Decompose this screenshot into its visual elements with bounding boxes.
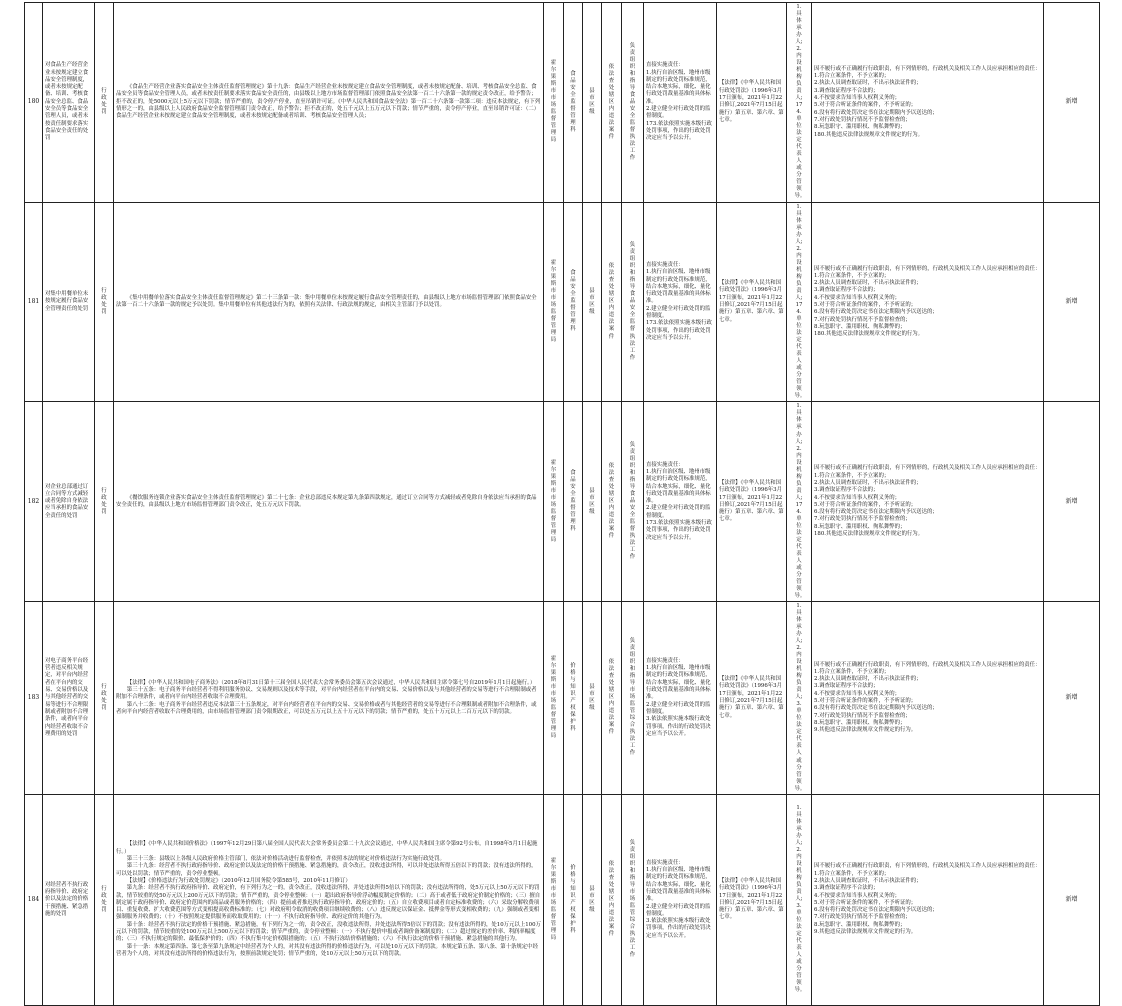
legal-basis-line: 第三十三条：县级以上各级人民政府价格主管部门，依法对价格活动进行监督检查，并依照本法的规定对价格违法行为实施行政处罚。 (126, 856, 445, 863)
row-number: 182 (25, 402, 43, 602)
legal-basis-line: 第八十二条：电子商务平台经营者违反本法第三十五条规定，对平台内经营者在平台内的交易、交易价格或者与其他经营者的交易等进行不合理限制或者附加不合理条件，或者向平台内经营者收取不合理费用的，由市场监督管理部门责令限期改正，可以处五万元以上五十万元以下的罚款；情节严重的，处五十万元以上二百万元以下的罚款。 (116, 701, 537, 715)
liability-cases-line: 5.对于符合听证条件的案件，不予听证的； (814, 302, 917, 309)
enforcement-scope (602, 794, 622, 1005)
liability-cases-line: 6.没有将行政处罚决定书在法定期限内予以送达的； (814, 907, 938, 914)
responsibility-law: 【法律】《中华人民共和国行政处罚法》（1996年3月17日颁布，2021年1月22日修订,2021年7月15日起施行）第五章、第六章、第七章。 (717, 402, 787, 602)
liability-cases-line: 3.调查取证程序不合法的； (814, 683, 879, 690)
liability-cases-line: 8.玩忽职守、滥用职权、徇私舞弊的； (814, 921, 906, 928)
responsible-office (564, 3, 583, 203)
legal-basis-line: 【法律】《中华人民共和国电子商务法》（2018年8月31日第十三届全国人民代表大会常务委员会第五次会议通过，中华人民共和国主席令第七号自2019年1月1日起施行。） (126, 679, 536, 686)
office-duty-text: 负责组织和指导食品安全监督执法工作 (629, 42, 636, 161)
responsibility-links-line: 2.建立健全对行政处罚的监督制度。 (646, 305, 711, 320)
table-row (25, 202, 1100, 402)
power-type-text: 行政处罚 (101, 885, 107, 913)
responsibility-links-line: 173.依法依照实施本级行政处罚事项，作出的行政处罚决定应当予以公开。 (646, 320, 712, 341)
enforcement-scope-text: 依法查处辖区内违法案件 (608, 659, 615, 736)
remark: 新增 (1044, 602, 1100, 795)
power-type (95, 402, 114, 602)
office-duty (622, 402, 644, 602)
remark: 新增 (1044, 202, 1100, 402)
power-type (95, 202, 114, 402)
responsible-office (564, 602, 583, 795)
admin-level (583, 202, 602, 402)
liability-cases-line: 5.对于符合听证条件的案件，不予听证的； (814, 501, 917, 508)
power-type (95, 602, 114, 795)
office-duty-text: 负责组织和指导市场监管综合执法工作 (629, 638, 636, 757)
liability-cases-line: 2.执法人员调查取证时，不出示执法证件的； (814, 280, 922, 287)
responsibility-links-line: 173.依法依照实施本级行政处罚事项，作出的行政处罚决定应当予以公开。 (646, 520, 712, 541)
admin-level (583, 3, 602, 203)
liability-cases-line: 7.对行政处罚执行情况不予监督检查的； (814, 116, 911, 123)
legal-basis (114, 794, 544, 1005)
power-list-table (24, 2, 1100, 1006)
responsible-office-text: 食品安全监督管理科 (570, 270, 576, 333)
legal-basis (114, 3, 544, 203)
row-number: 181 (25, 202, 43, 402)
responsibility-law: 【法律】《中华人民共和国行政处罚法》（1996年3月17日颁布，2021年1月22日修订,2021年7月15日起施行）第五章、第六章、第七章。 (717, 602, 787, 795)
power-type-text: 行政处罚 (101, 487, 107, 515)
power-type (95, 3, 114, 203)
power-type (95, 794, 114, 1005)
responsibility-law: 【法律】《中华人民共和国行政处罚法》（1996年3月17日颁布，2021年1月22日修订,2021年7月15日起施行）第五章、第六章、第七章。 (717, 202, 787, 402)
office-duty (622, 794, 644, 1005)
item-name: 对经营者不执行政府指导价、政府定价以及法定的价格干预措施、紧急措施的处罚 (43, 794, 95, 1005)
responsibility-links-line: 3.依法依照实施本级行政处罚事项，作出的行政处罚决定应当予以公开。 (646, 918, 711, 939)
liability-cases-line: 8.玩忽职守、滥用职权、徇私舞弊的； (814, 323, 906, 330)
liability-cases (812, 402, 1044, 602)
liability-cases-line: 6.没有将行政处罚决定书在法定期限内予以送达的； (814, 705, 938, 712)
legal-basis-line: 第九条：经营者不执行政府指导价、政府定价，有下列行为之一的，责令改正，没收违法所得，并处违法所得5倍以下的罚款；没有违法所得的，处5万元以上50万元以下的罚款，情节较重的处50万元以上200万元以下的罚款；情节严重的，责令停业整顿：（一）超出政府指导价浮动幅度制定价格的；（二）高于或者低于政府定价制定价格的；（三）擅自制定属于政府指导价、政府定价范围内的商品或者服务价格的；（四）提前或者推迟执行政府指导价、政府定价的；（五）自立收费项目或者自定标准收费的；（六）采取分解收费项目、重复收费、扩大收费范围等方式变相提高收费标准的；（七）对政府明令取消的收费项目继续收费的；（八）违反规定以保证金、抵押金等形式变相收费的；（九）强制或者变相强制服务并收费的；（十）不按照规定提供服务而收取费用的；（十一）不执行政府指导价、政府定价的其他行为。 (116, 885, 541, 921)
responsible-subject-text: 1.具体承办人;2.内设机构负责人;174.单位法定代表人或分管领导。 (794, 4, 806, 200)
responsible-subject (787, 602, 812, 795)
implementing-dept-text: 霍尔果斯市市场监督管理局 (550, 655, 557, 739)
responsibility-links-line: 1.执行自治区级、地州市级制定的行政处罚标准规范，结合本地实际，细化、量化行政处罚裁量基准的具体标准。 (646, 468, 711, 505)
implementing-dept (544, 602, 564, 795)
responsible-office (564, 402, 583, 602)
office-duty-text: 负责组织和指导食品安全监督执法工作 (629, 442, 636, 561)
implementing-dept (544, 202, 564, 402)
liability-cases (812, 602, 1044, 795)
implementing-dept-text: 霍尔果斯市市场监督管理局 (550, 459, 557, 543)
enforcement-scope (602, 402, 622, 602)
responsibility-links-line: 直接实施责任： (646, 657, 684, 664)
liability-cases-line: 7.对行政处罚执行情况不予监督检查的； (814, 712, 911, 719)
responsibility-links-line: 直接实施责任： (646, 62, 684, 69)
office-duty (622, 202, 644, 402)
liability-cases-line: 6.没有将行政处罚决定书在法定期限内予以送达的； (814, 509, 938, 516)
liability-cases-line: 因不履行或不正确履行行政职责，有下列情形的，行政机关及相关工作人员应承担相应的责任： (814, 265, 1041, 272)
admin-level-text: 县市区级 (589, 287, 595, 315)
power-type-text: 行政处罚 (101, 287, 107, 315)
enforcement-scope-text: 依法查处辖区内违法案件 (608, 861, 615, 938)
responsibility-links-line: 直接实施责任： (646, 461, 684, 468)
item-name: 对食品生产经营企业未按规定建立食品安全管理制度，或者未按规定配备、培训、考核食品安全总监、食品安全员等食品安全管理人员，或者未按责任制要求落实食品安全责任的处罚 (43, 3, 95, 203)
liability-cases-line: 4.不按要求告知当事人权利义务的； (814, 95, 901, 102)
enforcement-scope-text: 依法查处辖区内违法案件 (608, 263, 615, 340)
responsibility-links-line: 2.建立健全对行政处罚的监督制度。 (646, 701, 711, 715)
legal-basis-line: 《餐饮服务连锁企业落实食品安全主体责任监督管理规定》第二十七条：企业总部违反本规定第九条第四款规定，通过订立合同等方式减轻或者免除自身依法应当承担的食品安全责任的，由县级以上地方市场监督管理部门责令改正，处五万元以下罚款。 (116, 494, 537, 508)
responsibility-links-line: 2.建立健全对行政处罚的监督制度。 (646, 505, 711, 519)
office-duty (622, 3, 644, 203)
liability-cases-line: 6.没有将行政处罚决定书在法定期限内予以送达的； (814, 309, 938, 316)
responsibility-links-line: 1.执行自治区级、地州市级制定的行政处罚标准规范，结合本地实际，细化、量化行政处罚裁量基准的具体标准。 (646, 69, 711, 105)
responsibility-links (644, 602, 717, 795)
legal-basis-line: 《食品生产经营企业落实食品安全主体责任监督管理规定》第十九条：食品生产经营企业未按规定建立食品安全管理制度，或者未按规定配备、培训、考核食品安全总监、食品安全员等食品安全管理人员，或者未按责任制要求落实食品安全责任的，由县级以上地方市场监督管理部门依照食品安全法第一百二十六条第一款的规定责令改正，给予警告；拒不改正的，处5000元以上5万元以下罚款；情节严重的，责令停产停业，直至吊销许可证。《中华人民共和国食品安全法》第一百二十六条第一款第二项：违反本法规定，有下列情形之一的，由县级以上人民政府食品安全监督管理部门责令改正，给予警告；拒不改正的，处五千元以上五万元以下罚款；情节严重的，责令停产停业，直至吊销许可证：（二）食品生产经营企业未按规定建立食品安全管理制度，或者未按规定配备或者培训、考核食品安全管理人员； (116, 84, 541, 120)
liability-cases-line: 3.调查取证程序不合法的； (814, 87, 879, 94)
liability-cases (812, 202, 1044, 402)
responsible-subject (787, 202, 812, 402)
power-type-text: 行政处罚 (101, 88, 107, 116)
liability-cases-line: 因不履行或不正确履行行政职责，有下列情形的，行政机关及相关工作人员应承担相应的责任： (814, 65, 1041, 72)
implementing-dept-text: 霍尔果斯市市场监督管理局 (550, 259, 557, 344)
liability-cases-line: 7.对行政处罚执行情况不予监督检查的； (814, 516, 911, 523)
liability-cases-line: 1.符合立案条件，不予立案的； (814, 73, 890, 80)
responsibility-law: 【法律】《中华人民共和国行政处罚法》（1996年3月17日颁布，2021年1月22日修订,2021年7月15日起施行）第五章、第六章、第七章。 (717, 794, 787, 1005)
row-number: 180 (25, 3, 43, 203)
liability-cases-line: 7.对行政处罚执行情况不予监督检查的； (814, 316, 911, 323)
liability-cases-line: 4.不按要求告知当事人权利义务的； (814, 494, 901, 501)
liability-cases-line: 1.符合立案条件，不予立案的； (814, 668, 890, 675)
enforcement-scope (602, 202, 622, 402)
liability-cases-line: 3.调查取证程序不合法的； (814, 885, 879, 892)
legal-basis-line: 第十一条：本规定第四条、第七条至第九条规定中经营者为个人的，对其没有违法所得的价格违法行为，可以处10万元以下的罚款。本规定第五条、第八条、第十条规定中经营者为个人的，对其没有违法所得的价格违法行为，按照前款规定处罚；情节严重的，处10万元以上50万元以下的罚款。 (116, 943, 538, 957)
row-number: 183 (25, 602, 43, 795)
responsible-subject-text: 1.具体承办人;2.内设机构负责人;3.单位法定代表人或分管领导。 (794, 603, 806, 792)
responsible-office-text: 食品安全监督管理科 (570, 470, 576, 533)
legal-basis-line: 《集中用餐单位落实食品安全主体责任监督管理规定》第二十三条第一款：集中用餐单位未按规定履行食品安全管理责任的，由县级以上地方市场监督管理部门依照食品安全法第一百二十六条第一款的规定予以处罚。集中用餐单位有其他违法行为的，依照有关法律、行政法规的规定，由相关主管部门予以处罚。 (116, 294, 537, 309)
responsibility-links (644, 402, 717, 602)
implementing-dept (544, 3, 564, 203)
admin-level (583, 602, 602, 795)
responsibility-links-line: 直接实施责任： (646, 261, 684, 268)
implementing-dept-text: 霍尔果斯市市场监督管理局 (550, 857, 557, 941)
liability-cases-line: 2.执法人员调查取证时，不出示执法证件的； (814, 80, 922, 87)
responsible-office (564, 794, 583, 1005)
legal-basis (114, 202, 544, 402)
table-row (25, 794, 1100, 1005)
enforcement-scope-text: 依法查处辖区内违法案件 (608, 463, 615, 540)
liability-cases-line: 因不履行或不正确履行行政职责，有下列情形的，行政机关及相关工作人员应承担相应的责任： (814, 465, 1041, 472)
liability-cases-line: 3.调查取证程序不合法的； (814, 487, 879, 494)
liability-cases-line: 2.执法人员调查取证时，不出示执法证件的； (814, 676, 922, 683)
liability-cases (812, 3, 1044, 203)
liability-cases-line: 8.玩忽职守、滥用职权、徇私舞弊的； (814, 124, 906, 131)
legal-basis-line: 第三十九条：经营者不执行政府指导价、政府定价以及法定的价格干预措施、紧急措施的，责令改正，没收违法所得，可以并处违法所得五倍以下的罚款；没有违法所得的，可以处以罚款；情节严重的，责令停业整顿。 (116, 863, 537, 877)
office-duty (622, 602, 644, 795)
enforcement-scope-text: 依法查处辖区内违法案件 (608, 63, 615, 140)
power-list-sheet (24, 2, 1099, 1006)
liability-cases-line: 9.其他违反法律法规规章文件规定的行为。 (814, 929, 917, 936)
enforcement-scope (602, 3, 622, 203)
responsibility-links-line: 2.建立健全对行政处罚的监督制度。 (646, 903, 711, 917)
liability-cases-line: 5.对于符合听证条件的案件，不予听证的； (814, 899, 917, 906)
liability-cases-line: 5.对于符合听证条件的案件，不予听证的； (814, 698, 917, 704)
liability-cases-line: 7.对行政处罚执行情况不予监督检查的； (814, 914, 911, 921)
table-row (25, 402, 1100, 602)
liability-cases-line: 180.其他违反法律法规规章文件规定的行为。 (814, 131, 924, 138)
legal-basis-line: 【法规】《价格违法行为行政处罚规定》（2010年12月国务院令第585号，2010年11月修订） (126, 877, 351, 884)
responsibility-links-line: 1.执行自治区级、地州市级制定的行政处罚标准规范，结合本地实际，细化、量化行政处罚裁量基准的具体标准。 (646, 665, 711, 701)
liability-cases-line: 4.不按要求告知当事人权利义务的； (814, 892, 901, 899)
liability-cases-line: 5.对于符合听证条件的案件，不予听证的； (814, 102, 917, 109)
liability-cases-line: 9.其他违反法律法规规章文件规定的行为。 (814, 727, 917, 734)
implementing-dept (544, 402, 564, 602)
remark: 新增 (1044, 794, 1100, 1005)
power-type-text: 行政处罚 (101, 683, 107, 711)
responsibility-links (644, 794, 717, 1005)
legal-basis (114, 402, 544, 602)
item-name: 对电子商务平台经营者违反相关规定，对平台内经营者在平台内的交易、交易价格以及与其他经营者的交易等进行不合理限制或者附加不合理条件，或者向平台内经营者收取不合理费用的处罚 (43, 602, 95, 795)
liability-cases-line: 4.不按要求告知当事人权利义务的； (814, 294, 901, 301)
admin-level-text: 县市区级 (589, 88, 595, 116)
liability-cases-line: 180.其他违反法律法规规章文件规定的行为。 (814, 530, 924, 537)
item-name: 对集中用餐单位未按规定履行食品安全管理责任的处罚 (43, 202, 95, 402)
liability-cases-line: 2.执法人员调查取证时，不出示执法证件的； (814, 877, 922, 884)
legal-basis-line: 【法律】《中华人民共和国价格法》（1997年12月29日第八届全国人民代表大会常务委员会第二十九次会议通过，中华人民共和国主席令第92号公布，自1998年5月1日起施行。） (116, 841, 538, 855)
admin-level-text: 县市区级 (589, 683, 595, 711)
admin-level-text: 县市区级 (589, 487, 595, 515)
remark: 新增 (1044, 402, 1100, 602)
remark: 新增 (1044, 3, 1100, 203)
liability-cases-line: 3.调查取证程序不合法的； (814, 287, 879, 294)
implementing-dept-text: 霍尔果斯市市场监督管理局 (550, 60, 557, 144)
responsible-subject-text: 1.具体承办人;2.内设机构负责人;174.单位法定代表人或分管领导。 (794, 203, 806, 400)
responsible-subject-text: 1.具体承办人;2.内设机构负责人;174.单位法定代表人或分管领导。 (794, 403, 806, 599)
legal-basis-line: 第十条：经营者不执行法定的价格干预措施、紧急措施，有下列行为之一的，责令改正，没收违法所得，并处违法所得5倍以下的罚款；没有违法所得的，处10万元以上100万元以下的罚款，情节较重的处100万元以上500万元以下的罚款；情节严重的，责令停业整顿：（一）不执行提价申报或者调价备案制度的；（二）超过规定的差价率、利润率幅度的；（三）不执行规定的限价、最低保护价的；（四）不执行集中定价权限措施的；（五）不执行冻结价格措施的；（六）不执行法定的价格干预措施、紧急措施的其他行为。 (116, 921, 541, 943)
responsible-office (564, 202, 583, 402)
liability-cases-line: 因不履行或不正确履行行政职责，有下列情形的，行政机关及相关工作人员应承担相应的责任： (814, 863, 1041, 870)
liability-cases-line: 8.玩忽职守、滥用职权、徇私舞弊的； (814, 719, 906, 726)
liability-cases (812, 794, 1044, 1005)
legal-basis (114, 602, 544, 795)
liability-cases-line: 4.不按要求告知当事人权利义务的； (814, 690, 901, 697)
responsibility-links-line: 2.建立健全对行政处罚的监督制度。 (646, 106, 711, 120)
admin-level (583, 402, 602, 602)
liability-cases-line: 180.其他违反法律法规规章文件规定的行为。 (814, 331, 924, 338)
responsibility-links-line: 直接实施责任： (646, 859, 684, 866)
responsibility-links (644, 3, 717, 203)
item-name: 对企业总部通过订立合同等方式减轻或者免除自身依法应当承担的食品安全责任的处罚 (43, 402, 95, 602)
responsible-office-text: 价格与知识产权保护科 (570, 662, 576, 732)
liability-cases-line: 2.执法人员调查取证时，不出示执法证件的； (814, 479, 922, 486)
responsible-office-text: 价格与知识产权保护科 (570, 864, 576, 934)
row-number: 184 (25, 794, 43, 1005)
table-row (25, 602, 1100, 795)
liability-cases-line: 8.玩忽职守、滥用职权、徇私舞弊的； (814, 523, 906, 530)
table-row (25, 3, 1100, 203)
liability-cases-line: 1.符合立案条件，不予立案的； (814, 472, 890, 479)
responsibility-links-line: 1.执行自治区级、地州市级制定的行政处罚标准规范，结合本地实际，细化、量化行政处罚裁量基准的具体标准。 (646, 269, 711, 305)
admin-level-text: 县市区级 (589, 885, 595, 913)
enforcement-scope (602, 602, 622, 795)
admin-level (583, 794, 602, 1005)
responsibility-links-line: 173.依法依照实施本级行政处罚事项，作出的行政处罚决定应当予以公开。 (646, 120, 712, 142)
responsibility-links-line: 3.依法依照实施本级行政处罚事项，作出的行政处罚决定应当予以公开。 (646, 716, 711, 737)
responsible-subject-text: 1.具体承办人;2.内设机构负责人;3.单位法定代表人或分管领导。 (794, 805, 806, 994)
liability-cases-line: 6.没有将行政处罚决定书在法定期限内予以送达的； (814, 109, 938, 116)
office-duty-text: 负责组织和指导市场监管综合执法工作 (629, 840, 636, 959)
legal-basis-line: 第三十五条：电子商务平台经营者不得利用服务协议、交易规则以及技术等手段，对平台内经营者在平台内的交易、交易价格以及与其他经营者的交易等进行不合理限制或者附加不合理条件，或者向平台内经营者收取不合理费用。 (116, 687, 537, 701)
responsible-office-text: 食品安全监督管理科 (570, 70, 576, 133)
responsibility-links (644, 202, 717, 402)
responsible-subject (787, 3, 812, 203)
liability-cases-line: 1.符合立案条件，不予立案的； (814, 272, 890, 279)
implementing-dept (544, 794, 564, 1005)
liability-cases-line: 1.符合立案条件，不予立案的； (814, 870, 890, 877)
responsible-subject (787, 794, 812, 1005)
responsible-subject (787, 402, 812, 602)
liability-cases-line: 因不履行或不正确履行行政职责，有下列情形的，行政机关及相关工作人员应承担相应的责任： (814, 661, 1041, 668)
responsibility-law: 【法律】《中华人民共和国行政处罚法》（1996年3月17日颁布，2021年1月22日修订,2021年7月15日起施行）第五章、第六章、第七章。 (717, 3, 787, 203)
office-duty-text: 负责组织和指导食品安全监督执法工作 (629, 242, 636, 361)
responsibility-links-line: 1.执行自治区级、地州市级制定的行政处罚标准规范，结合本地实际，细化、量化行政处罚裁量基准的具体标准。 (646, 867, 711, 903)
